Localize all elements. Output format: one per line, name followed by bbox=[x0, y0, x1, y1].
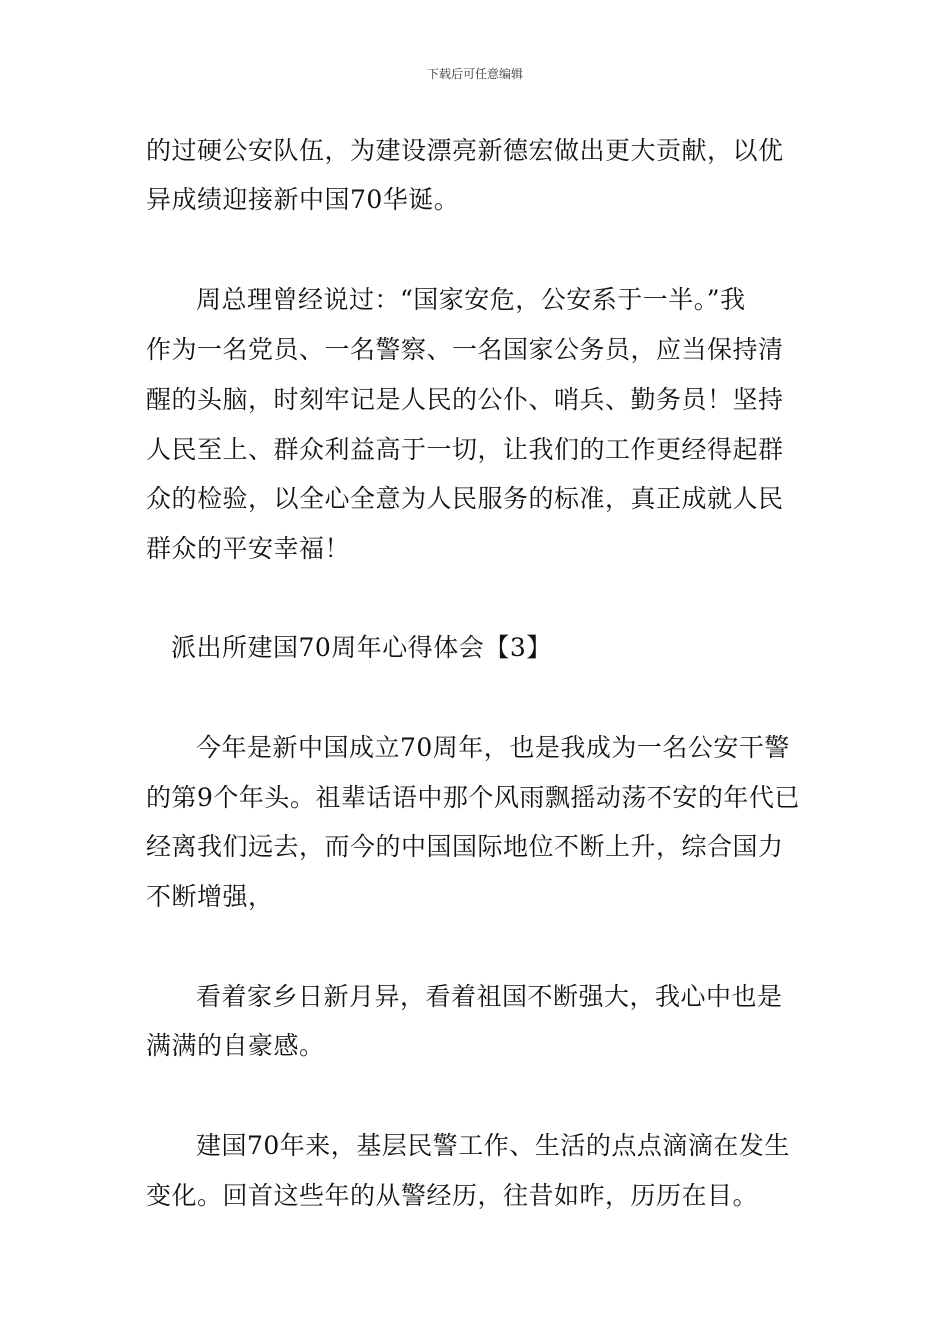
paragraph-line: 异成绩迎接新中国70华诞。 bbox=[146, 185, 460, 214]
paragraph-line: 变化。回首这些年的从警经历，往昔如昨，历历在目。 bbox=[146, 1181, 759, 1210]
paragraph-line: 今年是新中国成立70周年，也是我成为一名公安干警 bbox=[196, 733, 790, 762]
paragraph-line: 的过硬公安队伍，为建设漂亮新德宏做出更大贡献，以优 bbox=[146, 136, 784, 165]
paragraph-line: 经离我们远去，而今的中国国际地位不断上升，综合国力 bbox=[146, 832, 784, 861]
paragraph-line: 的第9个年头。祖辈话语中那个风雨飘摇动荡不安的年代已 bbox=[146, 783, 800, 812]
paragraph-line: 作为一名党员、一名警察、一名国家公务员，应当保持清 bbox=[146, 335, 784, 364]
section-heading-text: 派出所建国70周年心得体会【3】 bbox=[171, 633, 552, 662]
paragraph-line: 醒的头脑，时刻牢记是人民的公仆、哨兵、勤务员！坚持 bbox=[146, 385, 784, 414]
paragraph-line: 众的检验，以全心全意为人民服务的标准，真正成就人民 bbox=[146, 484, 784, 513]
paragraph-line: 看着家乡日新月异，看着祖国不断强大，我心中也是 bbox=[196, 982, 783, 1011]
page-header-note: 下载后可任意编辑 bbox=[426, 67, 523, 81]
paragraph-line: 不断增强， bbox=[146, 882, 274, 911]
paragraph-line: 周总理曾经说过：“国家安危，公安系于一半。”我 bbox=[196, 285, 746, 314]
paragraph-line: 建国70年来，基层民警工作、生活的点点滴滴在发生 bbox=[196, 1131, 790, 1160]
paragraph-line: 群众的平安幸福！ bbox=[146, 534, 351, 563]
paragraph-line: 人民至上、群众利益高于一切，让我们的工作更经得起群 bbox=[146, 435, 784, 464]
paragraph-line: 满满的自豪感。 bbox=[146, 1031, 325, 1060]
